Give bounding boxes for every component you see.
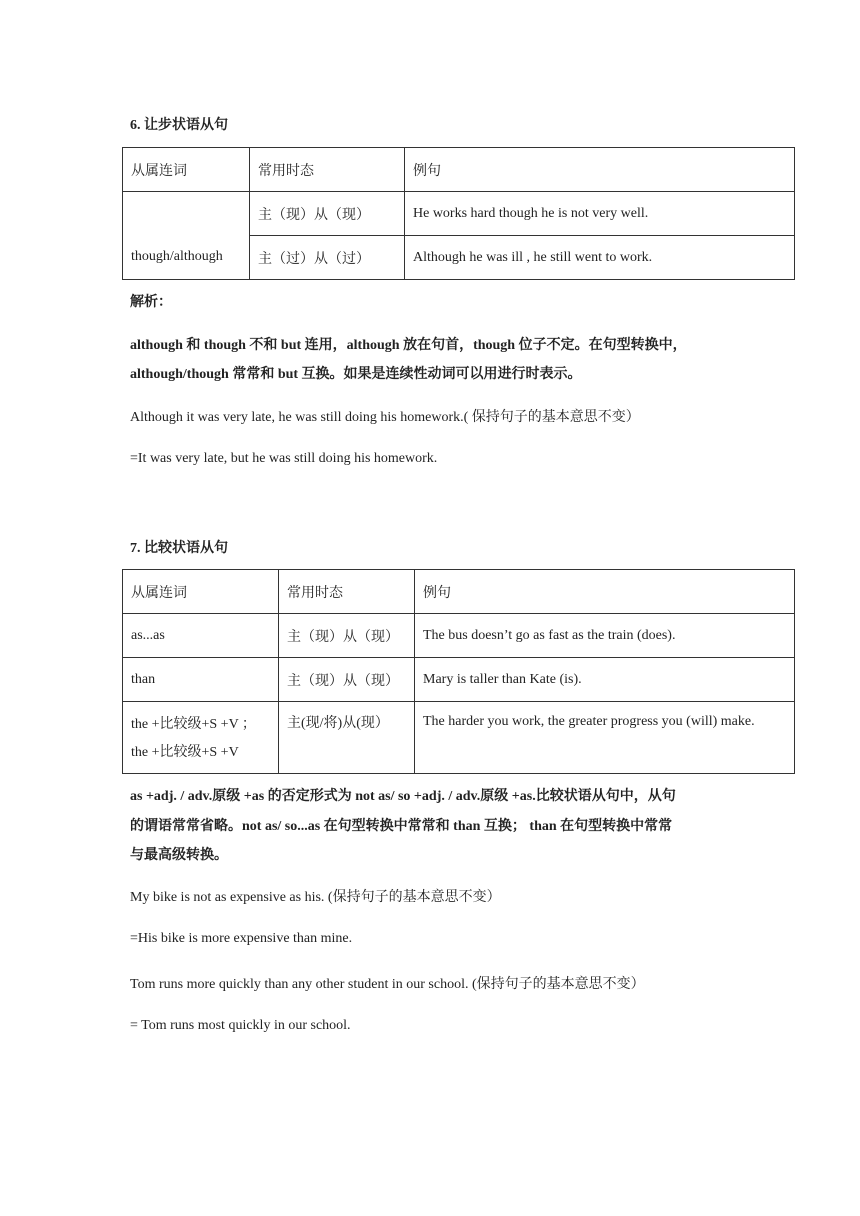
example-sentence: Tom runs more quickly than any other student in our school. (保持句子的基本意思不变） [130,977,645,992]
section-7-title: 7. 比较状语从句 [130,541,228,556]
comparison-clause-table [122,569,795,774]
example-cell: The harder you work, the greater progress you (will) make. [415,702,795,774]
header-tense: 常用时态 [279,570,415,614]
conjunction-cell: though/although [123,192,250,280]
tense-cell: 主（现）从（现） [279,658,415,702]
table-header-row [123,148,795,192]
header-conjunction: 从属连词 [123,148,250,192]
header-tense: 常用时态 [250,148,405,192]
comparison-note-line-1: as +adj. / adv.原级 +as 的否定形式为 not as/ so +adj. / adv.原级 +as.比较状语从句中，从句 [130,789,676,804]
example-cell: The bus doesn’t go as fast as the train (does). [415,614,795,658]
concession-clause-table [122,147,795,280]
comparison-note-line-3: 与最高级转换。 [130,848,228,863]
conjunction-cell: as...as [123,614,279,658]
table-header-row [123,570,795,614]
conjunction-line-2: the +比较级+S +V [131,745,239,760]
example-cell: Mary is taller than Kate (is). [415,658,795,702]
tense-cell: 主（现）从（现） [279,614,415,658]
conjunction-cell: than [123,658,279,702]
header-conjunction: 从属连词 [123,570,279,614]
analysis-note-line-2: although/though 常常和 but 互换。如果是连续性动词可以用进行时表示。 [130,367,582,382]
table-row [123,192,795,236]
example-sentence: =His bike is more expensive than mine. [130,931,353,946]
comparison-note-line-2: 的谓语常常省略。not as/ so...as 在句型转换中常常和 than 互换； than 在句型转换中常常 [130,819,673,834]
example-sentence: = Tom runs most quickly in our school. [130,1018,351,1033]
tense-cell: 主（过）从（过） [250,236,405,280]
section-6-title: 6. 让步状语从句 [130,118,228,133]
example-cell: He works hard though he is not very well. [405,192,795,236]
example-sentence: Although it was very late, he was still doing his homework.( 保持句子的基本意思不变） [130,410,640,425]
conjunction-line-1: the +比较级+S +V ； [131,717,256,732]
header-example: 例句 [405,148,795,192]
analysis-note-line-1: although 和 though 不和 but 连用，although 放在句首，though 位子不定。在句型转换中， [130,338,687,353]
tense-cell: 主（现）从（现） [250,192,405,236]
table-row [123,658,795,702]
table-row [123,614,795,658]
header-example: 例句 [415,570,795,614]
example-cell: Although he was ill , he still went to work. [405,236,795,280]
table-row [123,702,795,774]
analysis-label: 解析： [130,295,172,310]
conjunction-cell [123,702,279,774]
example-sentence: =It was very late, but he was still doing his homework. [130,451,438,466]
example-sentence: My bike is not as expensive as his. (保持句子的基本意思不变） [130,890,501,905]
tense-cell: 主(现/将)从(现） [279,702,415,774]
